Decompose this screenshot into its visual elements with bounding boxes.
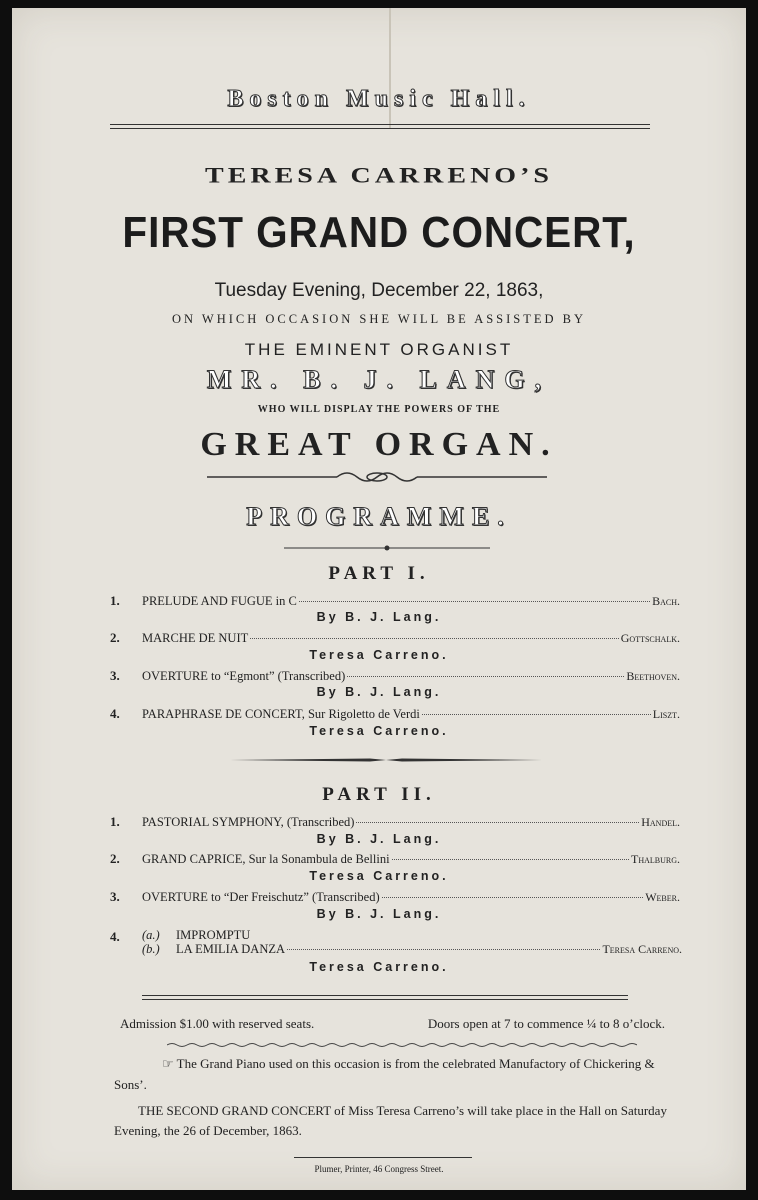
leader-dots: [356, 822, 639, 823]
handbill-paper: [12, 8, 746, 1190]
item-performer: Teresa Carreno.: [309, 869, 449, 883]
sub-item-title: LA EMILIA DANZA: [176, 942, 286, 956]
double-rule: [142, 995, 628, 1000]
item-composer: Beethoven.: [626, 669, 680, 683]
item-title: PARAPHRASE DE CONCERT, Sur Rigoletto de Verdi: [142, 707, 420, 721]
item-number: 2.: [110, 851, 120, 866]
headline: TERESA CARRENO’S: [205, 163, 553, 188]
item-title: PRELUDE AND FUGUE in C: [142, 594, 297, 608]
item-composer: Teresa Carreno.: [602, 942, 682, 956]
item-number: 4.: [110, 706, 120, 721]
programme-heading: PROGRAMME.: [246, 502, 512, 531]
item-performer: By B. J. Lang.: [316, 907, 442, 921]
programme-item: [110, 630, 680, 646]
doors-text: Doors open at 7 to commence ¼ to 8 o’clock.: [427, 1016, 665, 1031]
display-line: WHO WILL DISPLAY THE POWERS OF THE: [257, 404, 501, 415]
item-performer: Teresa Carreno.: [309, 724, 449, 738]
leader-dots: [347, 676, 624, 677]
item-number: 4.: [110, 929, 120, 944]
item-number: 2.: [110, 630, 120, 645]
leader-dots: [250, 638, 619, 639]
short-rule: [294, 1157, 472, 1158]
piano-note-text: The Grand Piano used on this occasion is from the celebrated Manufactory of Chickering & Sons’.: [114, 1056, 655, 1092]
item-performer: By B. J. Lang.: [316, 685, 442, 699]
item-number: 1.: [110, 593, 120, 608]
leader-dots: [422, 714, 651, 715]
wavy-rule: [167, 1042, 637, 1048]
sub-item-title: IMPROMPTU: [176, 928, 251, 942]
sub-item-mark: (a.): [142, 928, 160, 942]
programme-item: [110, 889, 680, 905]
item-number: 3.: [110, 668, 120, 683]
organ-line: GREAT ORGAN.: [200, 426, 558, 463]
programme-item: [110, 706, 680, 722]
admission-text: Admission $1.00 with reserved seats.: [120, 1016, 315, 1031]
sub-item-mark: (b.): [142, 942, 160, 956]
double-rule: [110, 124, 650, 129]
occasion-line: ON WHICH OCCASION SHE WILL BE ASSISTED BY: [171, 312, 587, 326]
small-divider: [284, 544, 490, 552]
leader-dots: [382, 897, 644, 898]
part1-heading: PART I.: [328, 563, 430, 584]
item-composer: Bach.: [652, 594, 680, 608]
leader-dots: [287, 949, 600, 950]
second-concert-note: THE SECOND GRAND CONCERT of Miss Teresa Carreno’s will take place in the Hall on Saturday Evening, the 26 of December, 1863.: [114, 1103, 667, 1138]
part2-heading: PART II.: [322, 784, 436, 805]
item-number: 3.: [110, 889, 120, 904]
item-composer: Liszt.: [652, 707, 680, 721]
item-performer: Teresa Carreno.: [309, 960, 449, 974]
leader-dots: [392, 859, 629, 860]
admission-row: [120, 1014, 665, 1034]
item-composer: Thalburg.: [631, 852, 680, 866]
pointing-hand-icon: ☞: [162, 1057, 174, 1072]
item-title: MARCHE DE NUIT: [142, 631, 249, 645]
sub-item-b: [142, 942, 682, 957]
venue-title: Boston Music Hall.: [227, 86, 531, 112]
item-composer: Handel.: [641, 815, 680, 829]
leader-dots: [299, 601, 650, 602]
item-performer: By B. J. Lang.: [316, 832, 442, 846]
item-title: GRAND CAPRICE, Sur la Sonambula de Bellini: [142, 852, 390, 866]
item-composer: Gottschalk.: [620, 631, 680, 645]
item-title: PASTORIAL SYMPHONY, (Transcribed): [142, 815, 355, 829]
sub-item-a: [142, 928, 682, 943]
part-divider: [230, 756, 542, 764]
concert-title: FIRST GRAND CONCERT,: [122, 208, 636, 257]
item-title: OVERTURE to “Der Freischutz” (Transcribed): [142, 890, 380, 904]
programme-item: [110, 593, 680, 609]
item-performer: Teresa Carreno.: [309, 648, 449, 662]
programme-item: [110, 851, 680, 867]
item-composer: Weber.: [645, 890, 680, 904]
piano-note: [114, 1054, 674, 1095]
programme-item: [110, 814, 680, 830]
organist-name: MR. B. J. LANG,: [206, 365, 552, 394]
date-line: Tuesday Evening, December 22, 1863,: [214, 280, 544, 301]
organist-line: THE EMINENT ORGANIST: [244, 340, 514, 359]
item-number: 1.: [110, 814, 120, 829]
ornament-divider: [207, 470, 547, 484]
printer-credit: Plumer, Printer, 46 Congress Street.: [314, 1164, 444, 1174]
item-title: OVERTURE to “Egmont” (Transcribed): [142, 669, 346, 683]
programme-item: [110, 668, 680, 684]
item-performer: By B. J. Lang.: [316, 610, 442, 624]
